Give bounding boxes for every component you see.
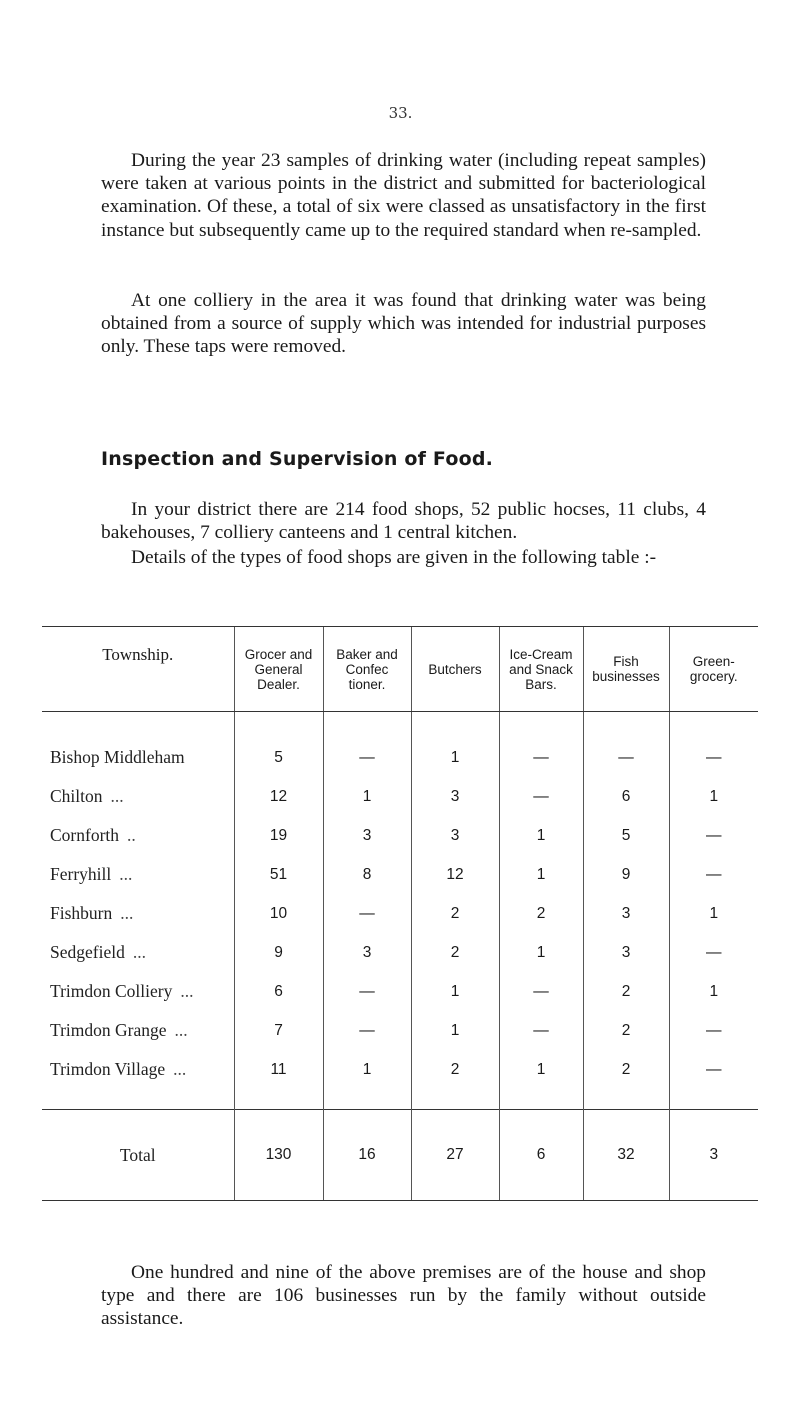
butchers-count: 12 <box>411 855 499 894</box>
paragraph-colliery-water <box>101 289 706 359</box>
fish-count: 2 <box>583 1011 669 1050</box>
grocer-count: 10 <box>234 894 323 933</box>
baker-count: — <box>323 1011 411 1050</box>
ice-cream-count: — <box>499 777 583 816</box>
baker-count: 3 <box>323 933 411 972</box>
ice-cream-count: — <box>499 1011 583 1050</box>
paragraph-premises-type-text: One hundred and nine of the above premises are of the house and shop type and there are 106 businesses run by the family without outside assistance. <box>101 1262 706 1330</box>
fish-count: 9 <box>583 855 669 894</box>
township-name: Trimdon Village ... <box>50 1059 187 1079</box>
fish-count: 5 <box>583 816 669 855</box>
greengrocery-count: — <box>669 855 758 894</box>
header-township: Township. <box>42 627 234 712</box>
total-baker: 16 <box>323 1110 411 1201</box>
baker-count: 3 <box>323 816 411 855</box>
grocer-count: 11 <box>234 1050 323 1110</box>
greengrocery-count: — <box>669 1011 758 1050</box>
township-name: Trimdon Grange ... <box>50 1020 188 1040</box>
greengrocery-count: — <box>669 816 758 855</box>
paragraph-water-samples <box>101 149 706 242</box>
header-baker: Baker and Confec tioner. <box>323 627 411 712</box>
grocer-count: 6 <box>234 972 323 1011</box>
ice-cream-count: 1 <box>499 816 583 855</box>
ice-cream-count: — <box>499 972 583 1011</box>
ice-cream-count: 1 <box>499 933 583 972</box>
total-label: Total <box>42 1110 234 1201</box>
ice-cream-count: 1 <box>499 1050 583 1110</box>
butchers-count: 1 <box>411 712 499 778</box>
table-row <box>42 855 758 894</box>
township-name: Cornforth .. <box>50 825 136 845</box>
fish-count: 2 <box>583 972 669 1011</box>
baker-count: 1 <box>323 777 411 816</box>
grocer-count: 19 <box>234 816 323 855</box>
grocer-count: 9 <box>234 933 323 972</box>
page-number: 33. <box>388 104 413 122</box>
paragraph-colliery-water-text: At one colliery in the area it was found that drinking water was being obtained from a source of supply which was intended for industrial purposes only. These taps were removed. <box>101 290 706 358</box>
butchers-count: 2 <box>411 894 499 933</box>
header-greengrocery: Green-grocery. <box>669 627 758 712</box>
ice-cream-count: 2 <box>499 894 583 933</box>
grocer-count: 12 <box>234 777 323 816</box>
baker-count: 8 <box>323 855 411 894</box>
table-row <box>42 933 758 972</box>
greengrocery-count: 1 <box>669 972 758 1011</box>
township-name: Bishop Middleham <box>50 747 185 767</box>
ice-cream-count: 1 <box>499 855 583 894</box>
fish-count: 3 <box>583 894 669 933</box>
ice-cream-count: — <box>499 712 583 778</box>
table-row <box>42 894 758 933</box>
section-heading: Inspection and Supervision of Food. <box>101 448 494 470</box>
butchers-count: 1 <box>411 972 499 1011</box>
paragraph-table-intro-text: Details of the types of food shops are given in the following table :- <box>131 547 657 568</box>
baker-count: — <box>323 972 411 1011</box>
grocer-count: 7 <box>234 1011 323 1050</box>
paragraph-premises-type <box>101 1261 706 1331</box>
table-row <box>42 1011 758 1050</box>
total-fish: 32 <box>583 1110 669 1201</box>
header-butchers: Butchers <box>411 627 499 712</box>
paragraph-water-samples-text: During the year 23 samples of drinking water (including repeat samples) were taken at various points in the district and submitted for bacteriological examination. Of these, a total of six were classed as unsatisfactory in the first instance but subsequently came up to the required standard when re-sampled. <box>101 150 706 241</box>
header-grocer: Grocer and General Dealer. <box>234 627 323 712</box>
paragraph-food-premises-text: In your district there are 214 food shops, 52 public hocses, 11 clubs, 4 bakehouses, 7 colliery canteens and 1 central kitchen. <box>101 499 706 544</box>
table-header-row <box>42 627 758 712</box>
fish-count: 2 <box>583 1050 669 1110</box>
baker-count: — <box>323 894 411 933</box>
total-grocer: 130 <box>234 1110 323 1201</box>
table-row <box>42 816 758 855</box>
greengrocery-count: 1 <box>669 777 758 816</box>
total-row <box>42 1110 758 1201</box>
township-name: Fishburn ... <box>50 903 134 923</box>
fish-count: 6 <box>583 777 669 816</box>
greengrocery-count: — <box>669 1050 758 1110</box>
header-ice-cream: Ice-Cream and Snack Bars. <box>499 627 583 712</box>
table-row <box>42 777 758 816</box>
paragraph-table-intro <box>101 546 706 569</box>
total-greengrocery: 3 <box>669 1110 758 1201</box>
greengrocery-count: — <box>669 933 758 972</box>
butchers-count: 3 <box>411 777 499 816</box>
table-row <box>42 972 758 1011</box>
baker-count: 1 <box>323 1050 411 1110</box>
total-ice-cream: 6 <box>499 1110 583 1201</box>
fish-count: 3 <box>583 933 669 972</box>
grocer-count: 51 <box>234 855 323 894</box>
township-name: Trimdon Colliery ... <box>50 981 194 1001</box>
township-name: Chilton ... <box>50 786 124 806</box>
butchers-count: 3 <box>411 816 499 855</box>
butchers-count: 2 <box>411 933 499 972</box>
township-name: Ferryhill ... <box>50 864 133 884</box>
greengrocery-count: — <box>669 712 758 778</box>
grocer-count: 5 <box>234 712 323 778</box>
paragraph-food-premises <box>101 498 706 544</box>
township-name: Sedgefield ... <box>50 942 146 962</box>
greengrocery-count: 1 <box>669 894 758 933</box>
butchers-count: 2 <box>411 1050 499 1110</box>
baker-count: — <box>323 712 411 778</box>
total-butchers: 27 <box>411 1110 499 1201</box>
food-shops-table <box>42 626 758 1201</box>
table-row <box>42 1050 758 1110</box>
fish-count: — <box>583 712 669 778</box>
header-fish: Fish businesses <box>583 627 669 712</box>
butchers-count: 1 <box>411 1011 499 1050</box>
table-row <box>42 712 758 778</box>
